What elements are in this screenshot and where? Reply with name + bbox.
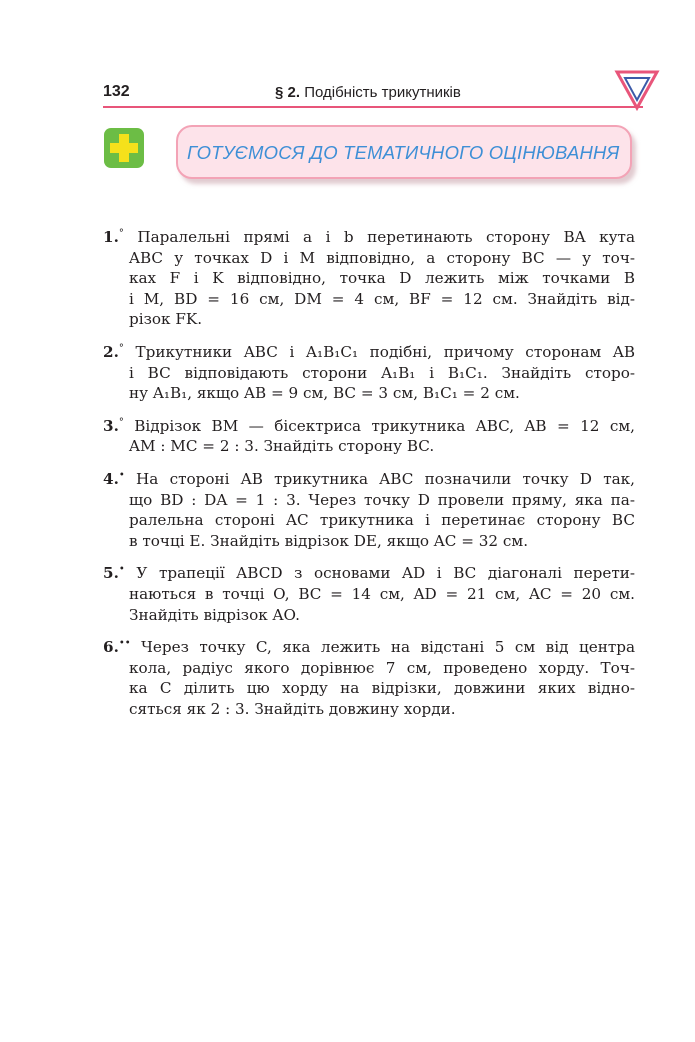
difficulty-mark: ° xyxy=(118,416,124,428)
task-line: і M, BD = 16 см, DM = 4 см, BF = 12 см. Знайдіть від- xyxy=(129,289,635,308)
task-line: Через точку C, яка лежить на відстані 5 см від центра xyxy=(141,638,635,657)
topic-banner xyxy=(176,125,632,179)
task-line: і BC відповідають сторони A₁B₁ і B₁C₁. Знайдіть сторо- xyxy=(129,363,635,382)
task-1 xyxy=(103,224,635,330)
header-divider xyxy=(103,106,643,108)
task-line: наються в точці O, BC = 14 см, AD = 21 см, AC = 20 см. xyxy=(129,584,635,603)
task-line: AM : MC = 2 : 3. Знайдіть сторону BC. xyxy=(129,437,435,456)
task-number: 3. xyxy=(103,416,119,435)
task-2 xyxy=(103,339,635,404)
task-line: ралельна стороні AC трикутника і перетинає сторону BC xyxy=(129,511,635,530)
task-number: 5. xyxy=(103,564,119,583)
section-title xyxy=(275,84,461,101)
task-line: що BD : DA = 1 : 3. Через точку D провели пряму, яка па- xyxy=(129,490,635,509)
task-line: Паралельні прямі a і b перетинають сторону BA кута xyxy=(137,228,636,246)
task-line: Трикутники ABC і A₁B₁C₁ подібні, причому сторонам AB xyxy=(135,342,635,361)
difficulty-mark: ° xyxy=(118,342,124,354)
section-triangle-icon xyxy=(614,68,660,112)
section-title-text: Подібність трикутників xyxy=(304,84,461,101)
task-line: сяться як 2 : 3. Знайдіть довжину хорди. xyxy=(129,699,456,718)
task-line: У трапеції ABCD з основами AD і BC діагоналі перети- xyxy=(136,564,636,583)
task-number: 1. xyxy=(103,228,119,246)
task-list xyxy=(103,224,635,728)
section-mark: § 2. xyxy=(275,84,301,101)
task-4 xyxy=(103,466,635,551)
task-line: різок FK. xyxy=(129,310,203,329)
task-line: Відрізок BM — бісектриса трикутника ABC, AB = 12 см, xyxy=(134,416,635,435)
task-line: в точці E. Знайдіть відрізок DE, якщо AC = 32 см. xyxy=(129,531,529,550)
task-number: 2. xyxy=(103,342,119,361)
task-line: ках F і K відповідно, точка D лежить між точками B xyxy=(129,269,635,288)
difficulty-mark: •• xyxy=(118,638,131,650)
page-number: 132 xyxy=(103,83,130,100)
task-line: На стороні AB трикутника ABC позначили точку D так, xyxy=(136,469,635,488)
difficulty-mark: • xyxy=(118,469,125,481)
page-header xyxy=(103,83,625,105)
difficulty-mark: ° xyxy=(118,228,124,239)
task-number: 6. xyxy=(103,638,119,657)
task-line: ну A₁B₁, якщо AB = 9 см, BC = 3 см, B₁C₁ = 2 см. xyxy=(129,384,520,403)
difficulty-mark: • xyxy=(118,564,125,576)
task-line: ABC у точках D і M відповідно, а сторону BC — у точ- xyxy=(129,248,635,267)
task-5 xyxy=(103,560,635,625)
task-line: Знайдіть відрізок AO. xyxy=(129,605,300,624)
task-line: ка C ділить цю хорду на відрізки, довжини яких відно- xyxy=(129,679,635,698)
banner-title: ГОТУЄМОСЯ ДО ТЕМАТИЧНОГО ОЦІНЮВАННЯ xyxy=(187,142,620,163)
task-6 xyxy=(103,634,635,719)
task-number: 4. xyxy=(103,469,119,488)
task-line: кола, радіус якого дорівнює 7 см, проведено хорду. Точ- xyxy=(129,658,635,677)
task-3 xyxy=(103,413,635,457)
plus-icon xyxy=(104,128,144,168)
